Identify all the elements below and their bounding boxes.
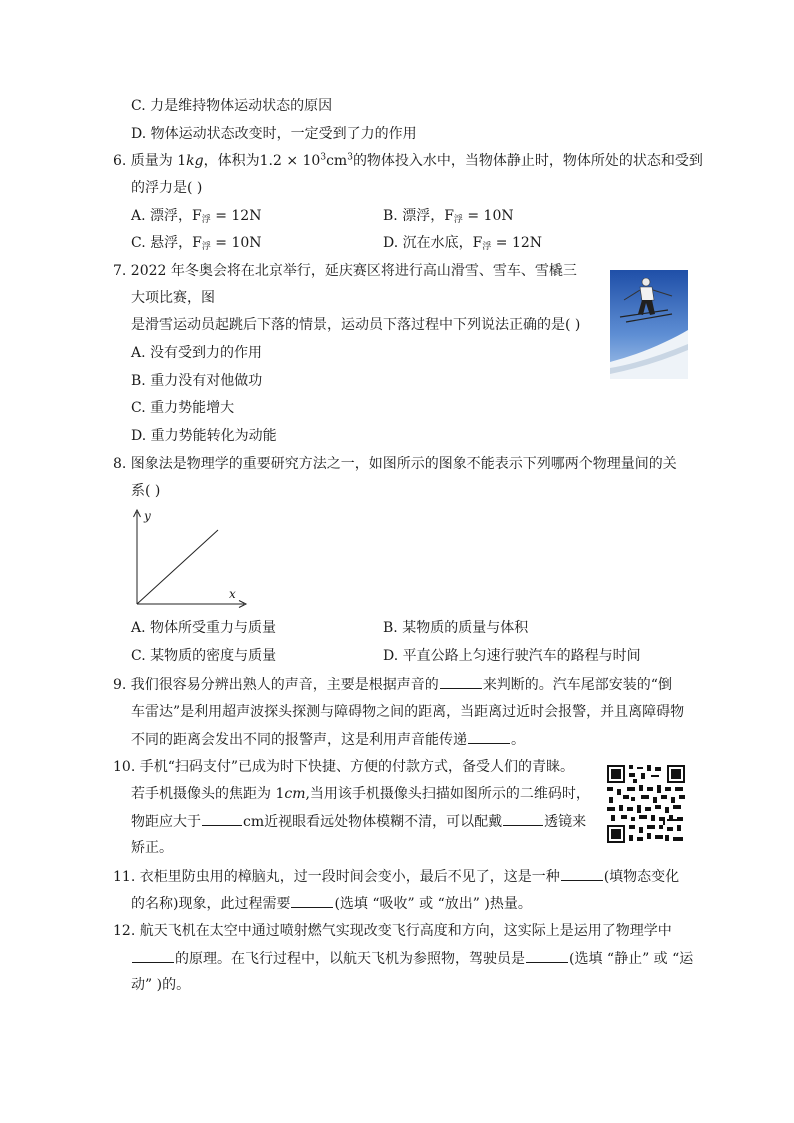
q9-line3: 不同的距离会发出不同的报警声，这是利用声音能传递 。 — [131, 729, 525, 750]
q11-blank-1[interactable] — [561, 866, 603, 881]
q10-line2: 若手机摄像头的焦距为 1cm,当用该手机摄像头扫描如图所示的二维码时， — [131, 786, 590, 802]
q8-graph-x-label: x — [229, 587, 236, 601]
q7-stem-line3: 是滑雪运动员起跳后下落的情景，运动员下落过程中下列说法正确的是( ) — [131, 317, 581, 333]
q5-option-d: D. 物体运动状态改变时，一定受到了力的作用 — [131, 126, 417, 142]
q9-blank-2[interactable] — [468, 729, 510, 744]
q8-graph-y-label: y — [144, 509, 151, 523]
q7-option-a: A. 没有受到力的作用 — [131, 345, 263, 361]
q7-stem-line1: 7. 2022 年冬奥会将在北京举行，延庆赛区将进行高山滑雪、雪车、雪橇三 — [113, 263, 577, 279]
q7-option-b: B. 重力没有对他做功 — [131, 373, 263, 389]
q8-option-a: A. 物体所受重力与质量 — [131, 620, 277, 636]
q8-option-c: C. 某物质的密度与质量 — [131, 648, 277, 664]
q7-option-d: D. 重力势能转化为动能 — [131, 428, 277, 444]
q6-stem-line2: 的浮力是( ) — [131, 180, 203, 196]
q6-option-b: B. 漂浮，F浮 = 10N — [383, 208, 514, 225]
q10-blank-1[interactable] — [202, 811, 242, 826]
q5-option-c: C. 力是维持物体运动状态的原因 — [131, 98, 333, 114]
q10-line3: 物距应大于 cm近视眼看远处物体模糊不清，可以配戴 透镜来 — [131, 811, 586, 832]
q12-line2: 的原理。在飞行过程中，以航天飞机为参照物，驾驶员是 (选填 “静止” 或 “运 — [131, 948, 693, 969]
q6-option-a: A. 漂浮，F浮 = 12N — [131, 208, 262, 225]
q7-stem-line2: 大项比赛，图 — [131, 290, 215, 306]
q10-line1: 10. 手机“扫码支付”已成为时下快捷、方便的付款方式，备受人们的青睐。 — [113, 759, 575, 775]
q8-option-b: B. 某物质的质量与体积 — [383, 620, 529, 636]
q8-option-d: D. 平直公路上匀速行驶汽车的路程与时间 — [383, 648, 641, 664]
q6-option-d: D. 沉在水底，F浮 = 12N — [383, 235, 543, 252]
q11-blank-2[interactable] — [291, 893, 333, 908]
q6-option-c: C. 悬浮，F浮 = 10N — [131, 235, 262, 252]
q6-stem-line1: 6. 质量为 1kg，体积为$1.2 \times 10^3cm^3$的物体投入水中，当物体静止时，物体所处的状态和受到 — [113, 152, 703, 169]
q12-line3: 动” )的。 — [131, 977, 191, 993]
q11-line1: 11. 衣柜里防虫用的樟脑丸，过一段时间会变小，最后不见了，这是一种 (填物态变化 — [113, 866, 679, 887]
q8-stem-line2: 系( ) — [131, 483, 161, 499]
qr-code-image — [605, 763, 687, 845]
q11-line2: 的名称)现象，此过程需要 (选填 “吸收” 或 “放出” )热量。 — [131, 893, 532, 914]
q10-blank-2[interactable] — [503, 811, 543, 826]
q7-option-c: C. 重力势能增大 — [131, 400, 235, 416]
q9-blank-1[interactable] — [440, 674, 482, 689]
q12-blank-2[interactable] — [526, 948, 568, 963]
q10-line4: 矫正。 — [131, 840, 173, 856]
q12-line1: 12. 航天飞机在太空中通过喷射燃气实现改变飞行高度和方向，这实际上是运用了物理学中 — [113, 923, 672, 939]
q12-blank-1[interactable] — [132, 948, 174, 963]
skier-photo — [610, 270, 688, 379]
q9-line1: 9. 我们很容易分辨出熟人的声音，主要是根据声音的 来判断的。汽车尾部安装的“倒 — [113, 674, 672, 695]
q8-stem-line1: 8. 图象法是物理学的重要研究方法之一，如图所示的图象不能表示下列哪两个物理量间的关 — [113, 456, 677, 472]
q9-line2: 车雷达”是利用超声波探头探测与障碍物之间的距离，当距离过近时会报警，并且离障碍物 — [131, 704, 685, 720]
